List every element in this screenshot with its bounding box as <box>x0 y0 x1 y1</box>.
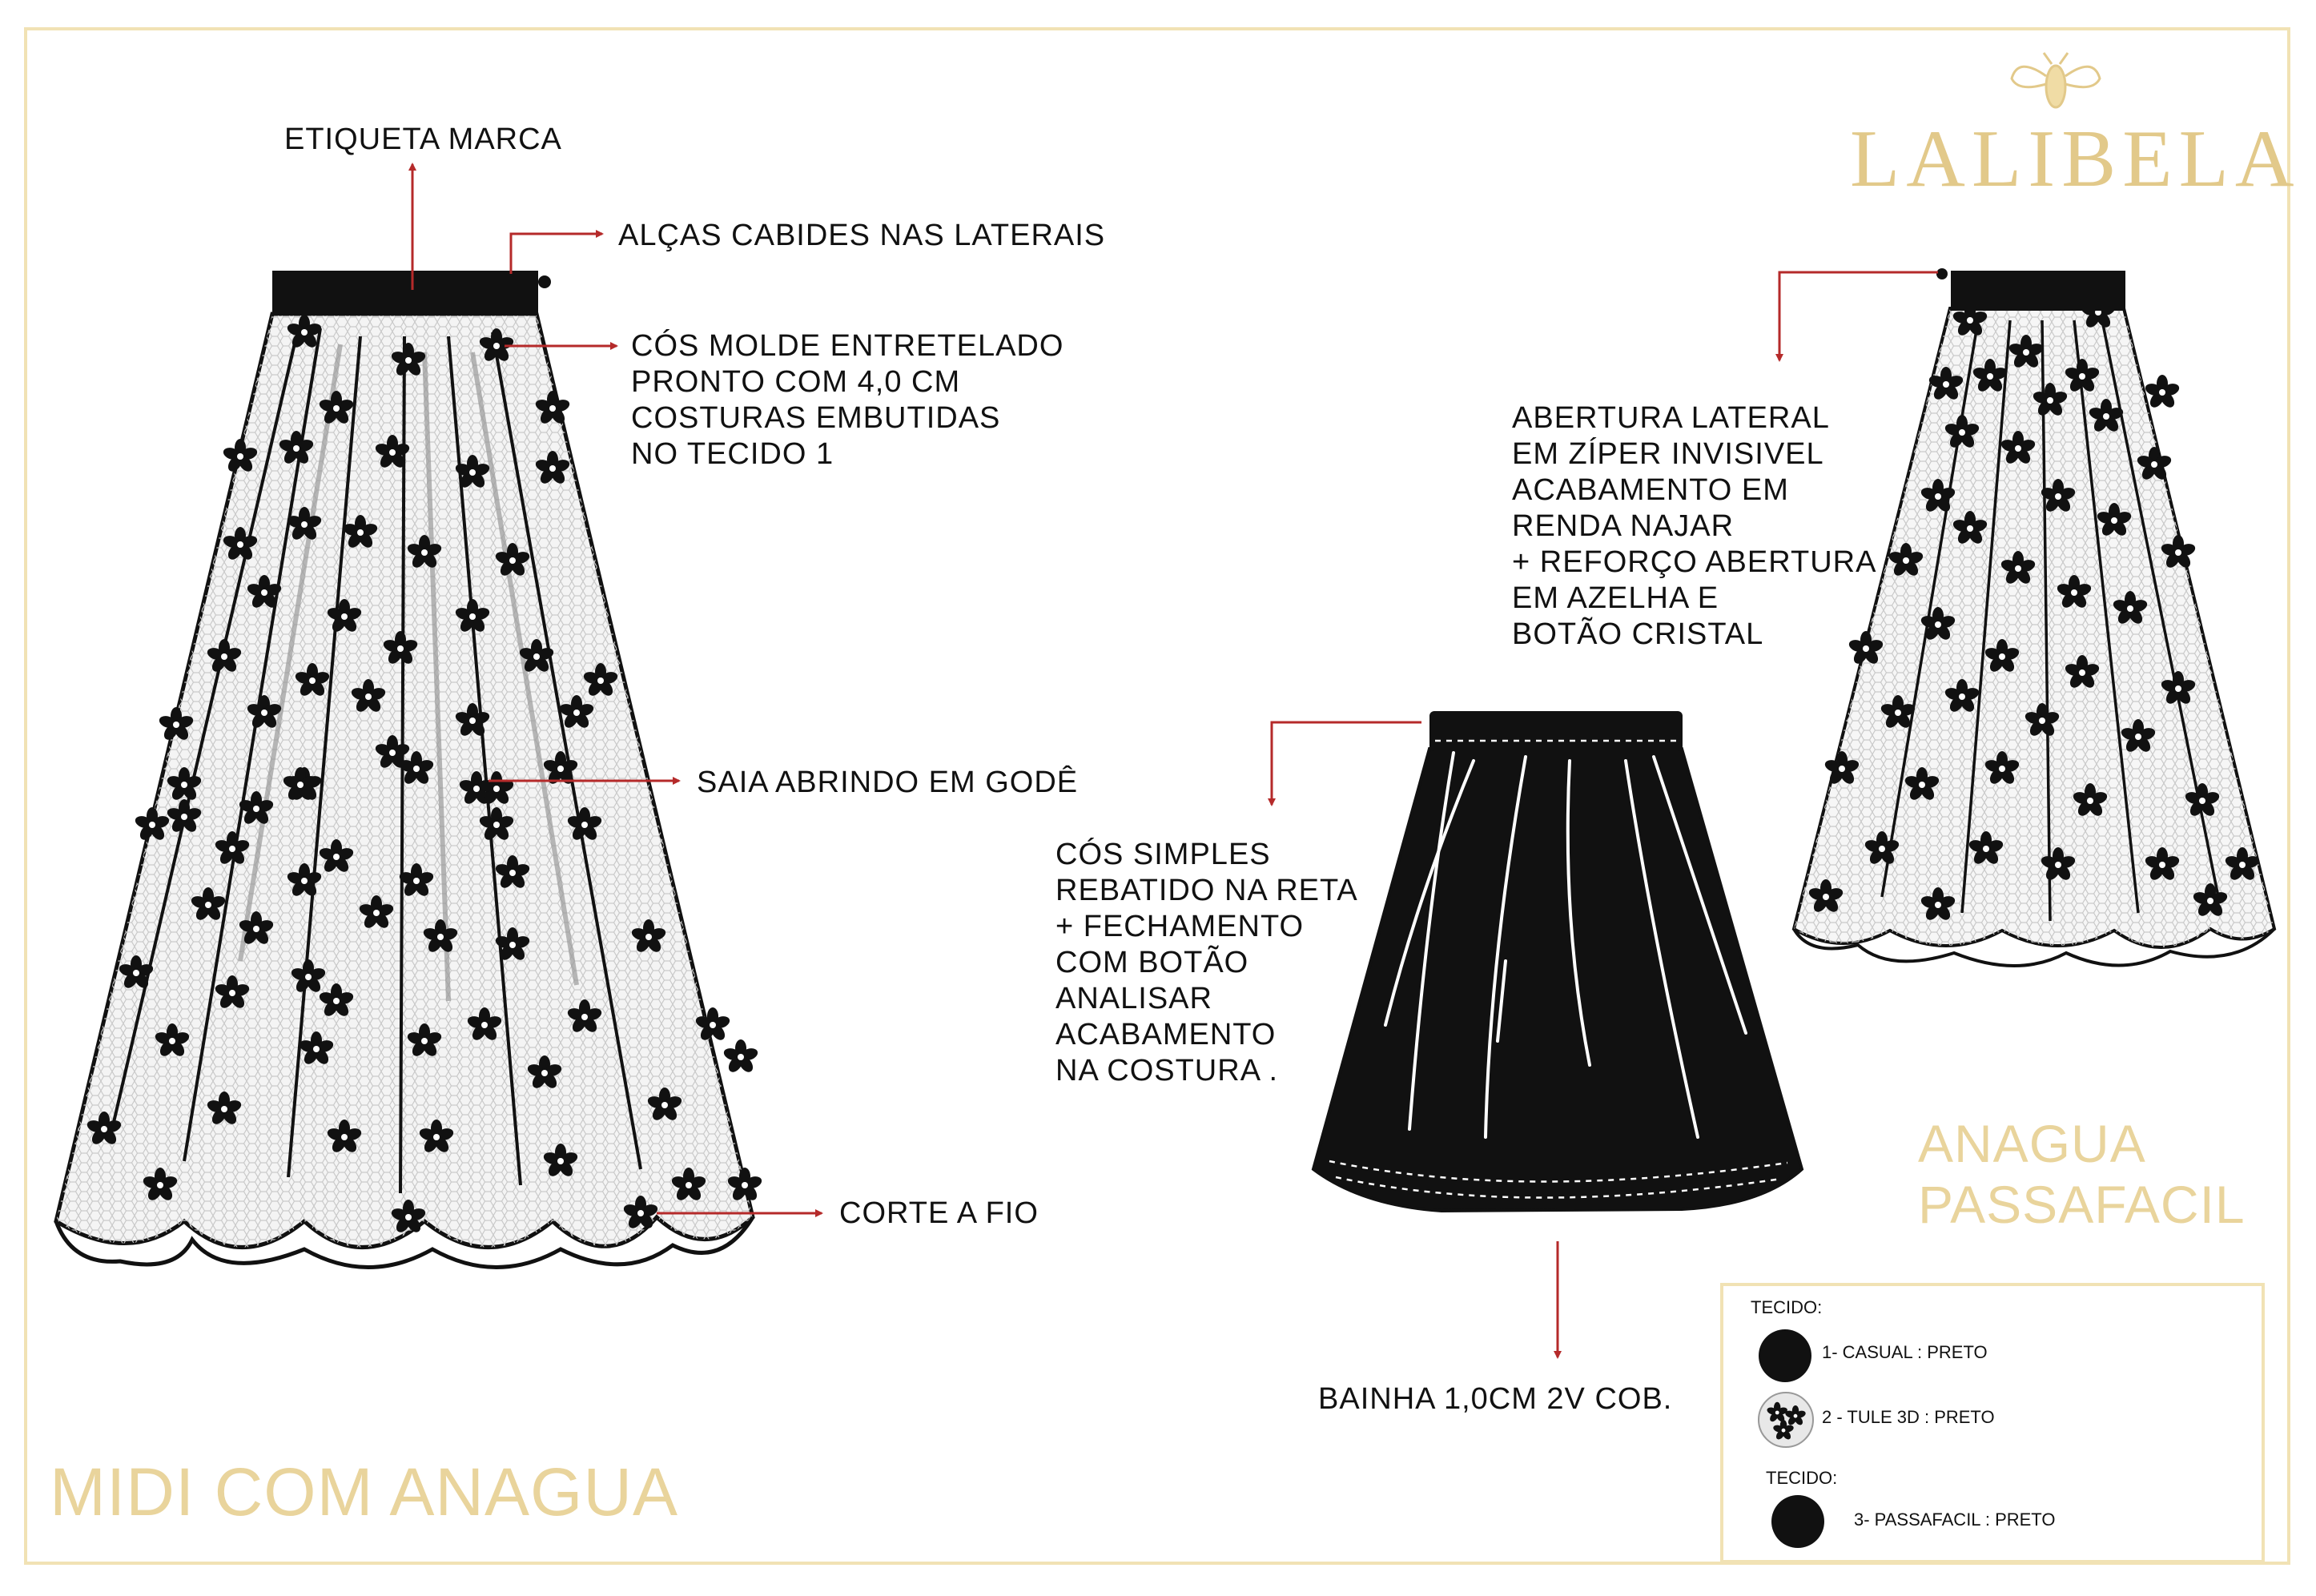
callout-bainha: BAINHA 1,0CM 2V COB. <box>1318 1382 1673 1416</box>
legend-heading-2: TECIDO: <box>1766 1468 1838 1488</box>
callout-abertura-lateral: ABERTURA LATERAL EM ZÍPER INVISIVEL ACABAMENTO EM RENDA NAJAR + REFORÇO ABERTURA EM AZELHA E BOTÃO CRISTAL <box>1512 401 1877 651</box>
legend-item-tulle: 2 - TULE 3D : PRETO <box>1822 1407 1995 1427</box>
arrow-abertura <box>1779 272 1938 360</box>
callout-etiqueta-marca: ETIQUETA MARCA <box>284 123 562 156</box>
bee-logo-icon <box>2012 53 2100 107</box>
brand-logo-text: LALIBELA <box>1850 114 2301 204</box>
arrow-cos-simples <box>1272 722 1421 805</box>
callout-alcas-cabides: ALÇAS CABIDES NAS LATERAIS <box>618 219 1106 252</box>
casual-skirt-drawing <box>1313 711 1802 1211</box>
arrow-alcas <box>511 234 602 274</box>
title-midi-com-anagua: MIDI COM ANAGUA <box>50 1454 679 1530</box>
callout-saia-gode: SAIA ABRINDO EM GODÊ <box>697 766 1079 799</box>
callout-cos-simples: CÓS SIMPLES REBATIDO NA RETA + FECHAMENTO COM BOTÃO ANALISAR ACABAMENTO NA COSTURA . <box>1055 838 1358 1087</box>
legend-item-passafacil: 3- PASSAFACIL : PRETO <box>1854 1510 2056 1530</box>
legend-heading-1: TECIDO: <box>1751 1297 1823 1317</box>
callout-corte-a-fio: CORTE A FIO <box>839 1196 1039 1230</box>
legend-item-casual: 1- CASUAL : PRETO <box>1822 1342 1988 1362</box>
callout-cos-molde: CÓS MOLDE ENTRETELADO PRONTO COM 4,0 CM COSTURAS EMBUTIDAS NO TECIDO 1 <box>631 329 1064 471</box>
title-anagua-passafacil: ANAGUA PASSAFACIL <box>1918 1114 2246 1234</box>
